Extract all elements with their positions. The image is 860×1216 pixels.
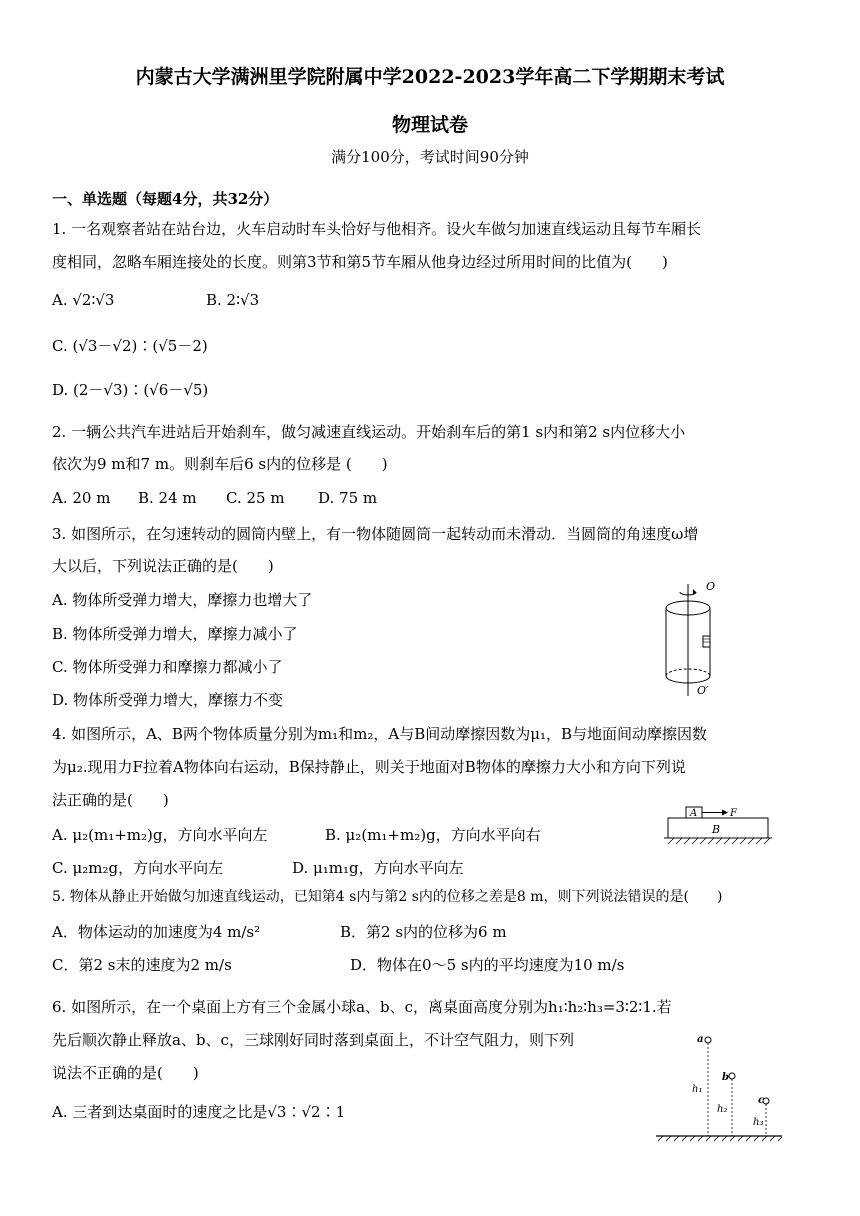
force-arrowhead-icon xyxy=(722,810,728,816)
q1-line2: 度相同，忽略车厢连接处的长度。则第3节和第5节车厢从他身边经过所用时间的比值为( ) xyxy=(52,253,668,271)
ground-hatch xyxy=(668,838,770,844)
q5-option-c: C．第2 s末的速度为2 m/s xyxy=(52,956,232,974)
blocks-figure xyxy=(664,800,776,848)
q2-line1: 2. 一辆公共汽车进站后开始刹车，做匀减速直线运动。开始刹车后的第1 s内和第2 s内位移大小 xyxy=(52,423,686,441)
q3-line1: 3. 如图所示，在匀速转动的圆筒内壁上，有一物体随圆筒一起转动而未滑动．当圆筒的角速度ω增 xyxy=(52,525,699,543)
axis-top-label: O xyxy=(706,580,716,593)
q1-option-c: C. (√3－√2)∶(√5－2) xyxy=(52,337,208,355)
table-hatch xyxy=(658,1136,782,1141)
section-heading: 一、单选题（每题4分，共32分） xyxy=(52,190,279,208)
block-a-label: A xyxy=(690,808,698,819)
q3-line2: 大以后，下列说法正确的是( ) xyxy=(52,557,274,575)
q6-line3: 说法不正确的是( ) xyxy=(52,1064,199,1082)
q4-option-a: A. μ₂(m₁+m₂)g，方向水平向左 xyxy=(52,826,268,844)
q2-option-c: C. 25 m xyxy=(226,489,285,507)
h1-label: h₁ xyxy=(692,1084,703,1095)
exam-info: 满分100分，考试时间90分钟 xyxy=(331,148,529,166)
q2-option-b: B. 24 m xyxy=(138,489,197,507)
axis-bottom-label: O′ xyxy=(697,684,709,697)
h3-label: h₃ xyxy=(753,1117,764,1128)
q4-line2: 为μ₂.现用力F拉着A物体向右运动，B保持静止，则关于地面对B物体的摩擦力大小和方向下列说 xyxy=(52,758,686,776)
q6-line1: 6. 如图所示，在一个桌面上方有三个金属小球a、b、c，离桌面高度分别为h₁∶h₂∶h₃=3∶2∶1.若 xyxy=(52,998,672,1016)
q1-option-a: A. √2∶√3 xyxy=(52,291,115,309)
q6-line2: 先后顺次静止释放a、b、c，三球刚好同时落到桌面上，不计空气阻力，则下列 xyxy=(52,1031,574,1049)
q3-option-b: B. 物体所受弹力增大，摩擦力减小了 xyxy=(52,625,298,643)
cylinder-figure xyxy=(650,578,740,700)
q2-option-a: A. 20 m xyxy=(52,489,111,507)
q6-option-a: A. 三者到达桌面时的速度之比是√3∶√2∶1 xyxy=(52,1103,346,1121)
q5-option-d: D．物体在0～5 s内的平均速度为10 m/s xyxy=(350,956,625,974)
q4-line1: 4. 如图所示，A、B两个物体质量分别为m₁和m₂，A与B间动摩擦因数为μ₁，B与地面间动摩擦因数 xyxy=(52,725,708,743)
q4-option-c: C. μ₂m₂g，方向水平向左 xyxy=(52,859,224,877)
ball-c-label: c xyxy=(758,1095,765,1106)
q3-option-c: C. 物体所受弹力和摩擦力都减小了 xyxy=(52,658,283,676)
balls-figure xyxy=(652,1030,786,1144)
q5-line1: 5. 物体从静止开始做匀加速直线运动，已知第4 s内与第2 s内的位移之差是8 m，则下列说法错误的是( ) xyxy=(52,889,723,905)
q5-option-a: A．物体运动的加速度为4 m/s² xyxy=(52,923,261,941)
ball-b xyxy=(729,1073,735,1079)
q2-line2: 依次为9 m和7 m。则刹车后6 s内的位移是 ( ) xyxy=(52,455,388,473)
block-on-wall xyxy=(703,636,710,647)
force-label: F xyxy=(730,808,737,819)
q5-option-b: B．第2 s内的位移为6 m xyxy=(340,923,507,941)
block-b-label: B xyxy=(712,823,721,836)
q2-option-d: D. 75 m xyxy=(318,489,378,507)
ball-b-label: b xyxy=(722,1072,729,1083)
exam-title: 内蒙古大学满洲里学院附属中学2022-2023学年高二下学期期末考试 xyxy=(135,66,725,88)
ball-a xyxy=(705,1037,711,1043)
q1-line1: 1. 一名观察者站在站台边，火车启动时车头恰好与他相齐。设火车做匀加速直线运动且每节车厢长 xyxy=(52,220,702,238)
h2-label: h₂ xyxy=(717,1104,728,1115)
ball-a-label: a xyxy=(697,1034,704,1045)
q3-option-a: A. 物体所受弹力增大，摩擦力也增大了 xyxy=(52,591,313,609)
exam-subject: 物理试卷 xyxy=(391,114,468,136)
q3-option-d: D. 物体所受弹力增大，摩擦力不变 xyxy=(52,691,284,709)
q1-option-d: D. (2－√3)∶(√6－√5) xyxy=(52,381,209,399)
q4-option-d: D. μ₁m₁g，方向水平向左 xyxy=(292,859,464,877)
q4-option-b: B. μ₂(m₁+m₂)g，方向水平向右 xyxy=(325,826,541,844)
q4-line3: 法正确的是( ) xyxy=(52,791,169,809)
q1-option-b: B. 2∶√3 xyxy=(206,291,260,309)
